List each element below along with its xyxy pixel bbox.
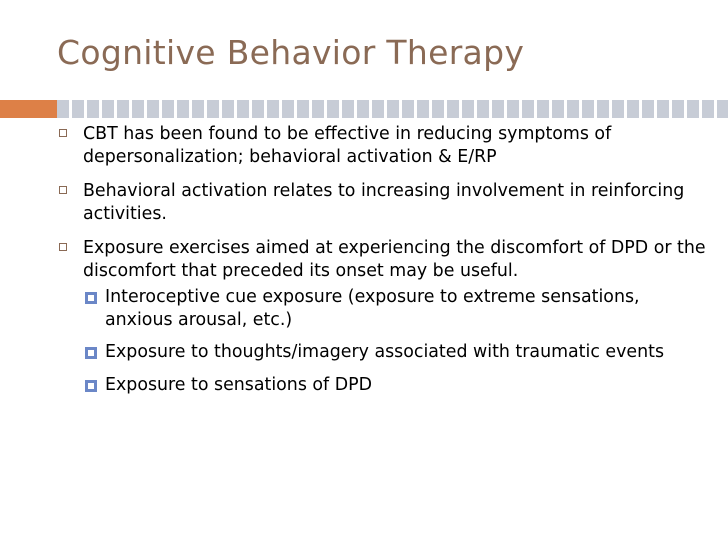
bullet-item bbox=[57, 237, 707, 396]
sub-bullet-text: Exposure to sensations of DPD bbox=[105, 374, 372, 395]
blue-square-bullet-icon bbox=[85, 292, 97, 304]
bullet-list bbox=[57, 123, 707, 408]
blue-square-bullet-icon bbox=[85, 380, 97, 392]
slide-title: Cognitive Behavior Therapy bbox=[57, 33, 525, 72]
sub-bullet-list bbox=[83, 286, 707, 396]
accent-bar bbox=[0, 100, 57, 118]
sub-bullet-text: Exposure to thoughts/imagery associated with traumatic events bbox=[105, 342, 665, 362]
sub-bullet-item bbox=[83, 341, 707, 364]
bullet-item bbox=[57, 123, 707, 168]
hollow-square-bullet-icon bbox=[59, 186, 67, 194]
tick-bar bbox=[57, 100, 728, 118]
bullet-text: Exposure exercises aimed at experiencing the discomfort of DPD or the discomfort that preceded its onset may be useful. bbox=[83, 238, 706, 281]
bullet-text: Behavioral activation relates to increasing involvement in reinforcing activities. bbox=[83, 181, 685, 224]
bullet-item bbox=[57, 180, 707, 225]
hollow-square-bullet-icon bbox=[59, 129, 67, 137]
hollow-square-bullet-icon bbox=[59, 243, 67, 251]
bullet-text: CBT has been found to be effective in reducing symptoms of depersonalization; behavioral activation & E/RP bbox=[83, 124, 612, 167]
sub-bullet-item bbox=[83, 286, 707, 331]
title-divider-bar bbox=[0, 100, 728, 118]
sub-bullet-text: Interoceptive cue exposure (exposure to extreme sensations, anxious arousal, etc.) bbox=[105, 287, 640, 330]
sub-bullet-item bbox=[83, 374, 707, 397]
blue-square-bullet-icon bbox=[85, 347, 97, 359]
